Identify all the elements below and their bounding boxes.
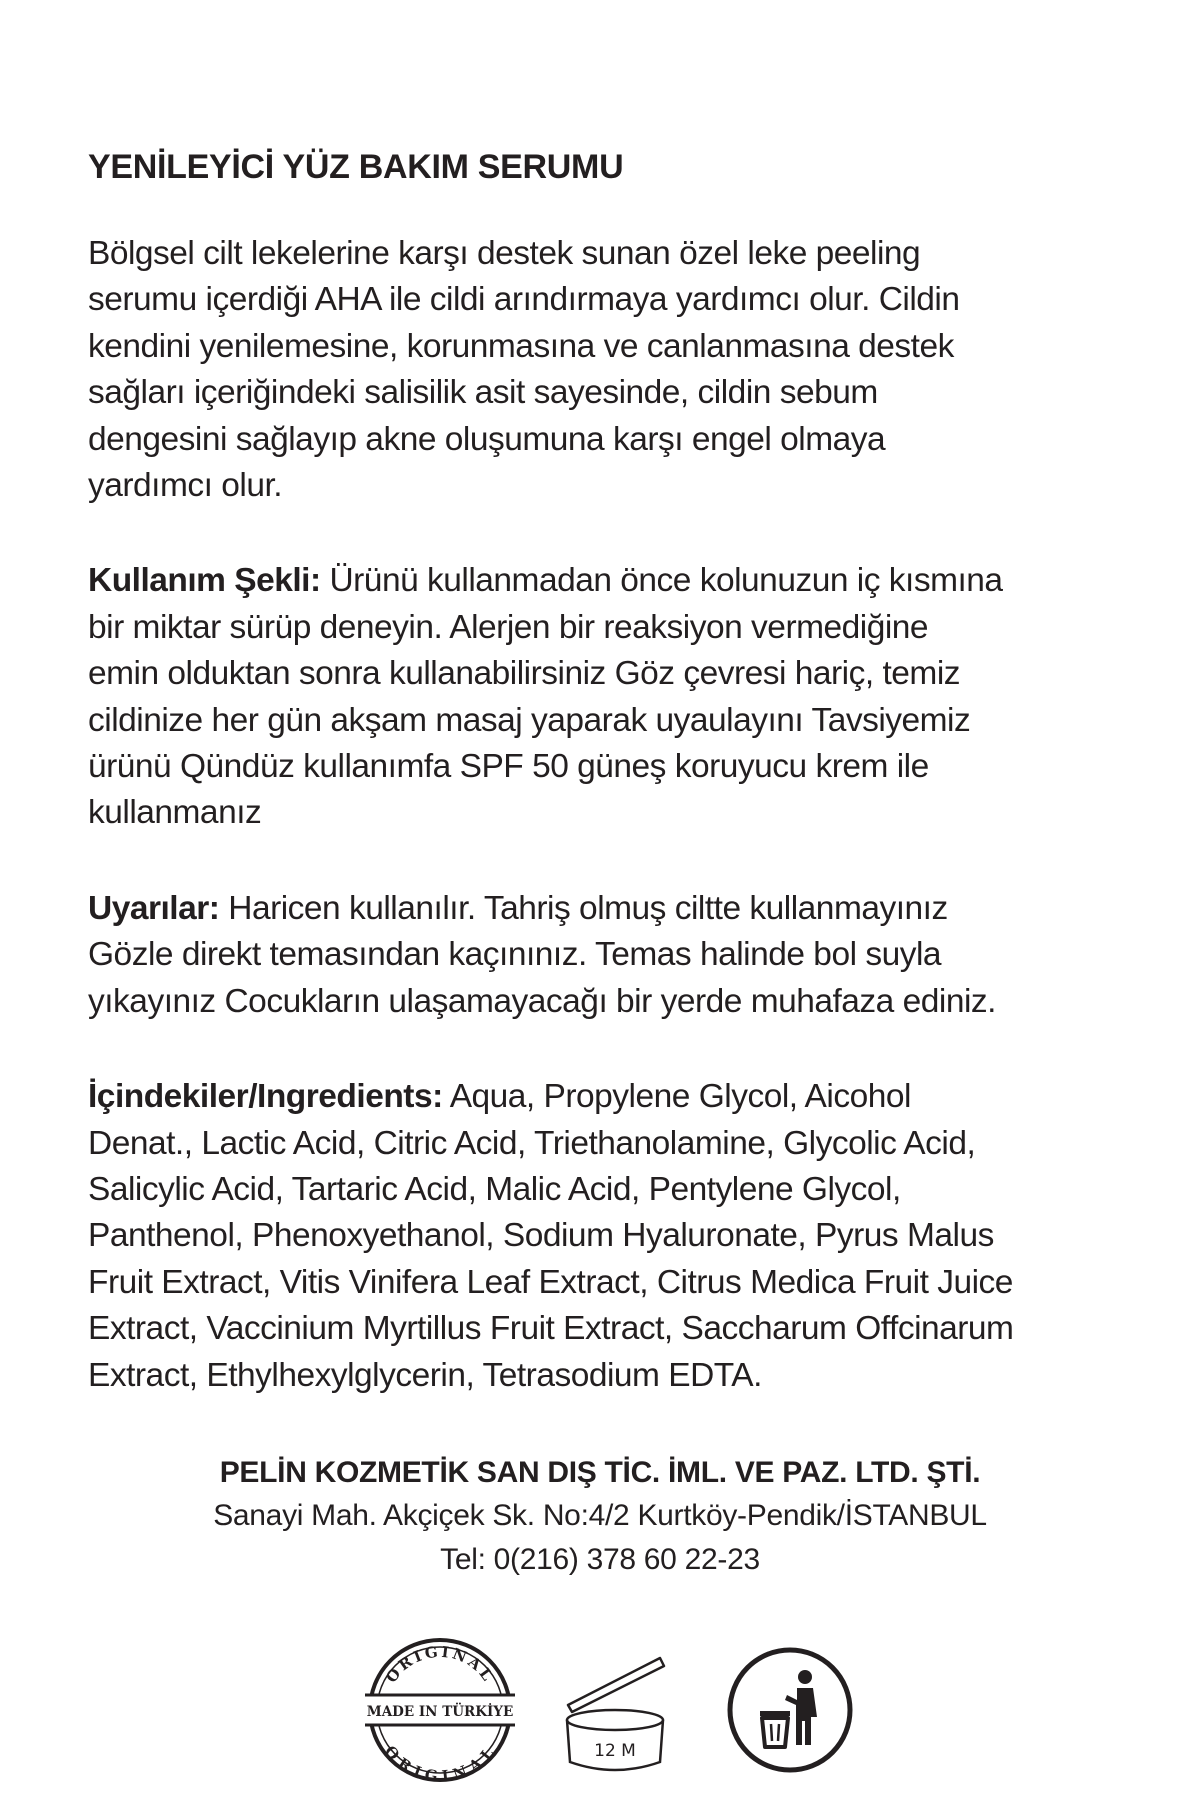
ingredients-first-line <box>88 1074 1128 1120</box>
stamp-bottom-text: ORIGINAL <box>380 1742 500 1785</box>
warnings-paragraph <box>88 886 1128 1025</box>
svg-text:ORIGINAL <box>381 1742 499 1785</box>
symbol-row <box>0 1635 1200 1805</box>
ingredients-line: Extract, Ethylhexylglycerin, Tetrasodium EDTA. <box>88 1356 762 1394</box>
ingredients-text: Aqua, Propylene Glycol, Aicohol <box>442 1078 911 1116</box>
description-line: yardımcı olur. <box>88 467 283 505</box>
description-line: kendini yenilemesine, korunmasına ve canlanmasına destek <box>88 327 954 365</box>
warnings-text: Haricen kullanılır. Tahriş olmuş ciltte kullanmayınız <box>219 889 948 927</box>
description-line: serumu içerdiği AHA ile cildi arındırmaya yardımcı olur. Cildin <box>88 281 960 319</box>
usage-line: ürünü Qündüz kullanımfa SPF 50 güneş koruyucu krem ile <box>88 748 929 786</box>
usage-label: Kullanım Şekli: <box>88 562 321 600</box>
ingredients-line: Panthenol, Phenoxyethanol, Sodium Hyaluronate, Pyrus Malus <box>88 1217 994 1255</box>
warnings-first-line <box>88 886 1128 932</box>
usage-first-line <box>88 558 1128 604</box>
ingredients-line: Salicylic Acid, Tartaric Acid, Malic Acid, Pentylene Glycol, <box>88 1170 901 1208</box>
usage-line: emin olduktan sonra kullanabilirsiniz Göz çevresi hariç, temiz <box>88 655 961 693</box>
company-name: PELİN KOZMETİK SAN DIŞ TİC. İML. VE PAZ. LTD. ŞTİ. <box>219 1456 981 1489</box>
description-line: dengesini sağlayıp akne oluşumuna karşı engel olmaya <box>88 420 886 458</box>
open-jar-icon <box>560 1650 670 1780</box>
company-address: Sanayi Mah. Akçiçek Sk. No:4/2 Kurtköy-Pendik/İSTANBUL <box>213 1499 987 1532</box>
usage-text: Ürünü kullanmadan önce kolunuzun iç kısmına <box>320 562 1003 600</box>
manufacturer-block <box>0 1452 1200 1582</box>
ingredients-line: Denat., Lactic Acid, Citric Acid, Triethanolamine, Glycolic Acid, <box>88 1124 976 1162</box>
description-line: Bölgsel cilt lekelerine karşı destek sunan özel leke peeling <box>88 235 921 272</box>
description-paragraph <box>88 231 1128 509</box>
usage-line: kullanmanız <box>88 794 262 832</box>
svg-text:ORIGINAL <box>382 1643 498 1687</box>
product-label <box>88 145 1128 1448</box>
product-title: YENİLEYİCİ YÜZ BAKIM SERUMU <box>88 148 624 186</box>
ingredients-line: Extract, Vaccinium Myrtillus Fruit Extract, Saccharum Offcinarum <box>88 1310 1014 1348</box>
pao-label: 12 M <box>594 1741 636 1761</box>
description-line: sağları içeriğindeki salisilik asit sayesinde, cildin sebum <box>88 374 878 412</box>
stamp-top-text: ORIGINAL <box>382 1642 498 1687</box>
usage-paragraph <box>88 558 1128 836</box>
warnings-line: Gözle direkt temasından kaçınınız. Temas halinde bol suyla <box>88 936 942 974</box>
ingredients-line: Fruit Extract, Vitis Vinifera Leaf Extract, Citrus Medica Fruit Juice <box>88 1263 1013 1301</box>
usage-line: bir miktar sürüp deneyin. Alerjen bir reaksiyon vermediğine <box>88 608 929 646</box>
usage-line: cildinize her gün akşam masaj yaparak uyaulayını Tavsiyemiz <box>88 701 971 739</box>
ingredients-paragraph <box>88 1074 1128 1399</box>
ingredients-label: İçindekiler/Ingredients: <box>88 1078 443 1116</box>
warnings-label: Uyarılar: <box>88 889 220 927</box>
warnings-line: yıkayınız Cocukların ulaşamayacağı bir yerde muhafaza ediniz. <box>88 982 996 1020</box>
stamp-center-text: MADE IN TÜRKİYE <box>366 1704 514 1720</box>
trash-bin-person-icon <box>725 1645 855 1775</box>
original-stamp-icon <box>365 1635 515 1785</box>
company-phone: Tel: 0(216) 378 60 22-23 <box>440 1543 760 1576</box>
